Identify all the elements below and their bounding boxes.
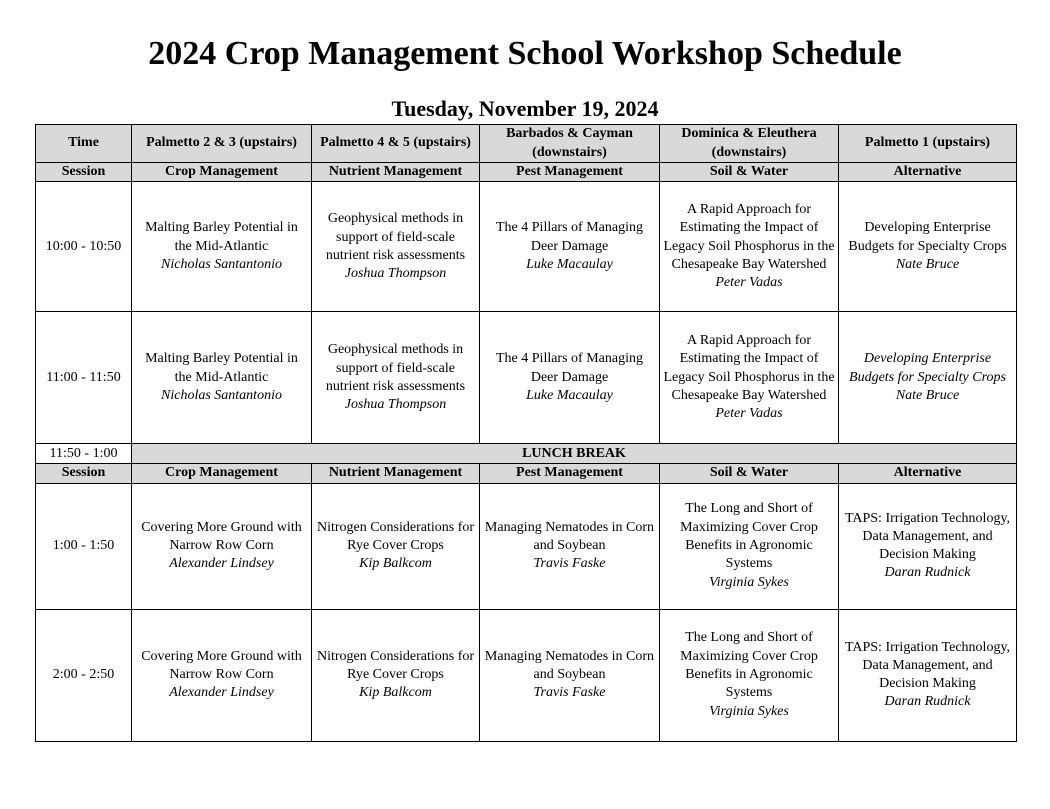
table-row [36,182,1017,312]
talk-title: Managing Nematodes in Corn and Soybean [484,519,655,553]
talk-cell [480,312,660,444]
time-cell: 10:00 - 10:50 [36,182,132,312]
talk-title: Nitrogen Considerations for Rye Cover Crops [316,519,475,553]
talk-speaker: Travis Faske [533,556,606,572]
talk-speaker: Nate Bruce [895,387,960,403]
talk-cell [132,483,312,609]
time-cell: 11:00 - 11:50 [36,312,132,444]
talk-cell [660,483,839,609]
talk-cell [480,609,660,741]
talk-speaker: Alexander Lindsey [169,556,274,572]
talk-title: A Rapid Approach for Estimating the Impact of Legacy Soil Phosphorus in the Chesapeake Bay Watershed [663,333,835,403]
time-cell: 1:00 - 1:50 [36,483,132,609]
talk-title: The Long and Short of Maximizing Cover Crop Benefits in Agronomic Systems [680,501,818,572]
session-label: Session [36,464,132,483]
talk-cell [839,312,1017,444]
talk-cell [839,182,1017,312]
session-alternative: Alternative [839,464,1017,483]
talk-speaker: Peter Vadas [715,275,783,291]
header-time: Time [36,125,132,163]
talk-cell [312,312,480,444]
talk-speaker: Luke Macaulay [526,256,613,272]
talk-speaker: Nicholas Santantonio [161,256,282,272]
room-header-row [36,125,1017,163]
talk-cell [312,609,480,741]
talk-title: Malting Barley Potential in the Mid-Atlantic [145,351,298,385]
talk-speaker: Travis Faske [533,685,606,701]
header-room-dominica-eleuthera: Dominica & Eleuthera (downstairs) [660,125,839,163]
talk-title: The 4 Pillars of Managing Deer Damage [496,220,643,254]
talk-speaker: Nicholas Santantonio [161,387,282,403]
talk-title: Developing Enterprise Budgets for Specialty Crops [848,220,1007,254]
talk-speaker: Peter Vadas [715,406,783,422]
schedule-date: Tuesday, November 19, 2024 [391,96,659,121]
talk-speaker: Joshua Thompson [344,266,447,282]
session-pest-management: Pest Management [480,163,660,182]
talk-title: Geophysical methods in support of field-scale nutrient risk assessments [325,342,466,394]
talk-cell [660,312,839,444]
session-crop-management: Crop Management [132,464,312,483]
talk-speaker: Virginia Sykes [709,703,789,719]
talk-speaker: Kip Balkcom [359,685,432,701]
talk-speaker: Virginia Sykes [709,574,789,590]
talk-title: TAPS: Irrigation Technology, Data Management, and Decision Making [844,510,1011,563]
talk-speaker: Luke Macaulay [526,387,613,403]
header-room-palmetto-2-3: Palmetto 2 & 3 (upstairs) [132,125,312,163]
lunch-row [36,444,1017,464]
talk-cell [132,182,312,312]
talk-cell [839,483,1017,609]
session-alternative: Alternative [839,163,1017,182]
header-room-palmetto-4-5: Palmetto 4 & 5 (upstairs) [312,125,480,163]
talk-title: A Rapid Approach for Estimating the Impact of Legacy Soil Phosphorus in the Chesapeake Bay Watershed [663,202,835,272]
table-row [36,483,1017,609]
session-label: Session [36,163,132,182]
talk-speaker: Joshua Thompson [344,397,447,413]
lunch-break-label: LUNCH BREAK [132,444,1017,464]
talk-cell [132,312,312,444]
talk-cell [312,483,480,609]
talk-cell [480,182,660,312]
talk-cell [480,483,660,609]
session-header-row [36,464,1017,483]
talk-title: The 4 Pillars of Managing Deer Damage [496,351,643,385]
session-soil-water: Soil & Water [660,163,839,182]
talk-title: TAPS: Irrigation Technology, Data Management, and Decision Making [844,639,1011,692]
session-soil-water: Soil & Water [660,464,839,483]
talk-title: Malting Barley Potential in the Mid-Atlantic [145,220,298,254]
schedule-table [35,124,1017,742]
talk-title: Developing Enterprise Budgets for Specialty Crops [849,351,1006,385]
session-nutrient-management: Nutrient Management [312,163,480,182]
session-header-row [36,163,1017,182]
talk-speaker: Kip Balkcom [359,556,432,572]
talk-title: Managing Nematodes in Corn and Soybean [484,648,655,682]
talk-cell [839,609,1017,741]
session-crop-management: Crop Management [132,163,312,182]
session-nutrient-management: Nutrient Management [312,464,480,483]
talk-speaker: Nate Bruce [895,256,960,272]
header-room-palmetto-1: Palmetto 1 (upstairs) [839,125,1017,163]
talk-cell [312,182,480,312]
talk-title: Covering More Ground with Narrow Row Corn [141,648,302,682]
talk-title: Geophysical methods in support of field-scale nutrient risk assessments [325,211,466,263]
lunch-time: 11:50 - 1:00 [36,444,132,464]
time-cell: 2:00 - 2:50 [36,609,132,741]
talk-cell [132,609,312,741]
table-row [36,609,1017,741]
talk-speaker: Daran Rudnick [884,694,971,710]
talk-title: Nitrogen Considerations for Rye Cover Crops [316,648,475,682]
talk-cell [660,182,839,312]
page-title: 2024 Crop Management School Workshop Schedule [148,35,902,72]
table-row [36,312,1017,444]
talk-cell [660,609,839,741]
talk-title: The Long and Short of Maximizing Cover Crop Benefits in Agronomic Systems [680,630,818,701]
session-pest-management: Pest Management [480,464,660,483]
talk-speaker: Alexander Lindsey [169,685,274,701]
header-room-barbados-cayman: Barbados & Cayman (downstairs) [480,125,660,163]
talk-title: Covering More Ground with Narrow Row Corn [141,519,302,553]
talk-speaker: Daran Rudnick [884,565,971,581]
